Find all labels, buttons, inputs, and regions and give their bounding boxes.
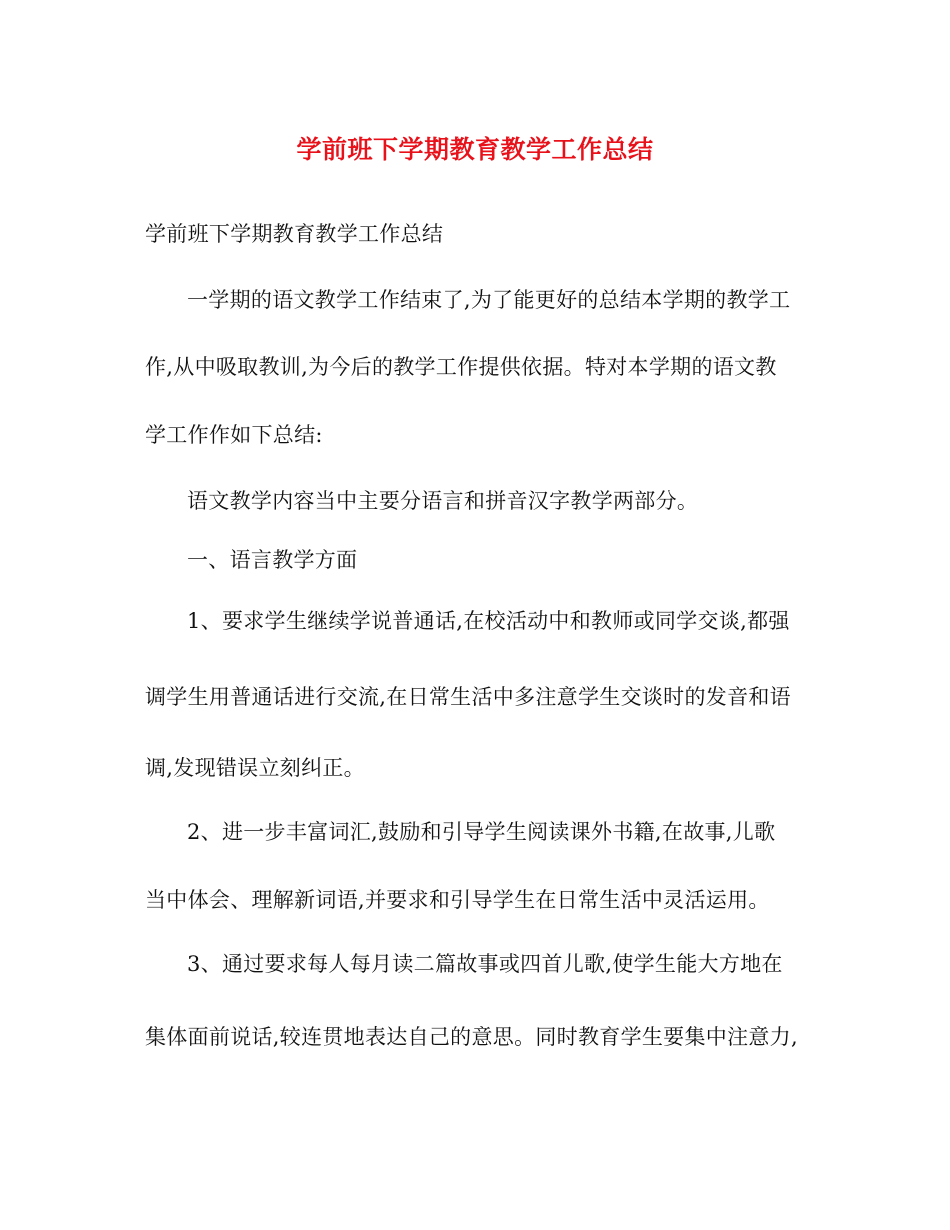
doc-heading-line: 学前班下学期教育教学工作总结 xyxy=(145,222,444,246)
section-heading: 一、语言教学方面 xyxy=(187,548,358,572)
paragraph-line: 作,从中吸取教训,为今后的教学工作提供依据。特对本学期的语文教 xyxy=(145,355,777,379)
paragraph-line: 一学期的语文教学工作结束了,为了能更好的总结本学期的教学工 xyxy=(187,288,791,312)
document-title: 学前班下学期教育教学工作总结 xyxy=(296,135,654,164)
paragraph-line: 集体面前说话,较连贯地表达自己的意思。同时教育学生要集中注意力, xyxy=(145,1025,798,1049)
paragraph-line: 调,发现错误立刻纠正。 xyxy=(145,756,365,780)
paragraph-line: 当中体会、理解新词语,并要求和引导学生在日常生活中灵活运用。 xyxy=(145,888,770,912)
paragraph-line: 2、进一步丰富词汇,鼓励和引导学生阅读课外书籍,在故事,儿歌 xyxy=(187,820,776,844)
paragraph-line: 1、要求学生继续学说普通话,在校活动中和教师或同学交谈,都强 xyxy=(187,609,790,633)
paragraph-line: 学工作作如下总结: xyxy=(145,423,323,447)
paragraph-line: 语文教学内容当中主要分语言和拼音汉字教学两部分。 xyxy=(187,489,699,513)
paragraph-line: 3、通过要求每人每月读二篇故事或四首儿歌,使学生能大方地在 xyxy=(187,952,783,976)
paragraph-line: 调学生用普通话进行交流,在日常生活中多注意学生交谈时的发音和语 xyxy=(145,685,791,709)
